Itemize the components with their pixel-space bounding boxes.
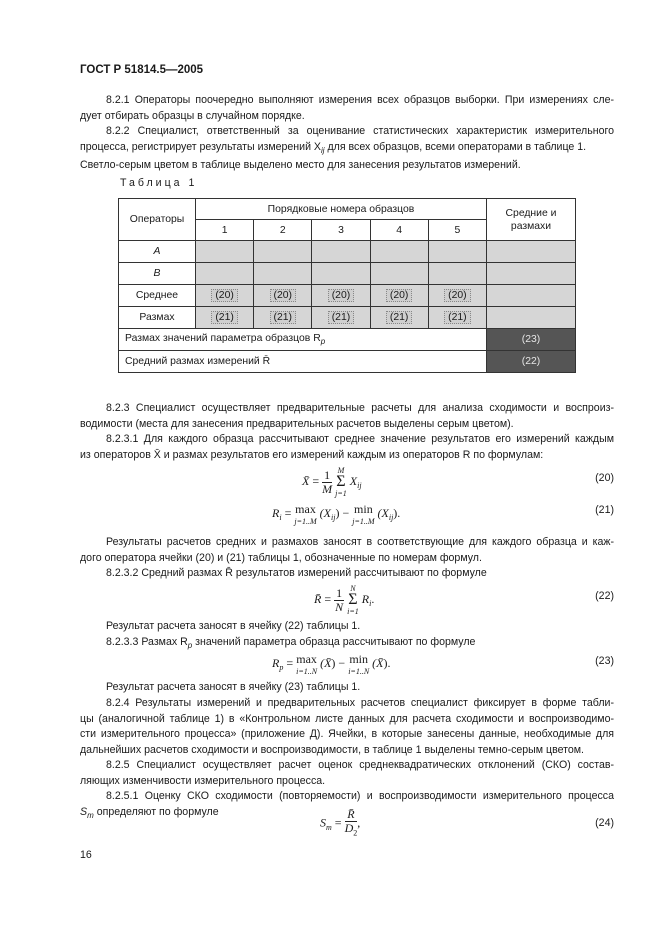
- denominator: [345, 822, 358, 839]
- page-number: 16: [80, 849, 92, 861]
- cell-mark: (20): [386, 289, 412, 302]
- header-means-ranges: Средние и размахи: [487, 199, 576, 241]
- formula-number: (24): [595, 817, 614, 829]
- text-line: 8.2.3.2 Средний размах R̄ результатов измерений рассчитывают по формуле: [106, 567, 487, 579]
- row-label-mean: Среднее: [119, 285, 196, 307]
- table-cell: [312, 263, 370, 285]
- text-span: для всех образцов, всеми операторами в таблице 1.: [324, 140, 587, 153]
- formula-symbol: =: [334, 815, 342, 830]
- formula-symbol: S: [320, 815, 326, 830]
- formula-symbol: (X̄: [372, 655, 384, 670]
- text-span: 8.2.3.3 Размах R: [106, 636, 188, 648]
- subscript: i: [279, 513, 282, 523]
- sample-number: 4: [370, 220, 428, 241]
- operator-name: min: [349, 652, 369, 666]
- numerator: 1: [324, 467, 331, 482]
- paragraph-results: [80, 535, 614, 566]
- text-line: Светло-серым цветом в таблице выделено место для занесения результатов измерений.: [80, 159, 521, 172]
- table-cell: [196, 307, 254, 329]
- paragraph-8-2-4: [80, 696, 614, 758]
- formula-symbol: X: [349, 473, 358, 488]
- sum-operator: [347, 584, 359, 616]
- row-mean-range: Средний размах измерений R̄: [119, 351, 487, 373]
- text-line: 8.2.3 Специалист осуществляет предварительные расчеты для анализа сходимости и воспроиз-: [106, 402, 614, 414]
- formula-symbol: =: [324, 591, 332, 606]
- table-cell: [312, 307, 370, 329]
- table-cell: [370, 241, 428, 263]
- table-cell: [487, 241, 576, 263]
- sum-upper: N: [350, 584, 356, 593]
- text-line: Результат расчета заносят в ячейку (22) таблицы 1.: [106, 620, 361, 632]
- operator-name: max: [296, 652, 317, 666]
- max-operator: [296, 652, 317, 676]
- fraction: [334, 587, 344, 614]
- table-cell: [487, 307, 576, 329]
- dark-cell-22: (22): [487, 351, 576, 373]
- text-line: 8.2.3.1 Для каждого образца рассчитывают среднее значение результатов его измерений каждым: [106, 433, 614, 445]
- dark-cell-23: (23): [487, 329, 576, 351]
- subscript: m: [87, 810, 94, 820]
- formula-symbol: R: [272, 505, 280, 520]
- text-span: значений параметра образца рассчитывают по формуле: [192, 636, 476, 648]
- formula-symbol: R̄: [314, 591, 322, 606]
- table-cell: [254, 263, 312, 285]
- table-cell: [312, 285, 370, 307]
- paragraph-8-2-5: [80, 758, 614, 789]
- sum-lower: i=1: [347, 607, 359, 616]
- text-line: водимости (места для занесения предварительных расчетов выделены серым цветом).: [80, 417, 514, 430]
- subscript: p: [279, 663, 284, 673]
- text-line: дует отбирать образцы в случайном порядке.: [80, 109, 305, 122]
- subscript: p: [187, 641, 193, 651]
- subscript: ij: [357, 481, 362, 491]
- formula-22: R̄ = $\frac{1}{N}$ N Σ i=1 $R_i$.: [314, 584, 375, 616]
- text-line: ляющих изменчивости измерительного процесса.: [80, 774, 326, 787]
- operator-range: i=1..N: [348, 667, 370, 676]
- sample-number: 3: [312, 220, 370, 241]
- text-span: процесса, регистрирует результаты измерений X: [80, 140, 321, 153]
- formula-24: [320, 808, 360, 839]
- text-line: сти измерительного процесса» (приложение Д). Ячейки, в которые занесены данные, необходимые для: [80, 728, 614, 741]
- text-line: 8.2.4 Результаты измерений и предварительных расчетов специалист фиксирует в форме табли-: [106, 697, 614, 709]
- fraction: [344, 807, 361, 839]
- cell-mark: (21): [211, 311, 237, 324]
- max-operator: [294, 502, 316, 526]
- formula-number: (20): [595, 472, 614, 484]
- row-label-a: A: [119, 241, 196, 263]
- formula-symbol: =: [284, 505, 292, 520]
- measurement-table: [118, 198, 576, 373]
- cell-mark: (20): [211, 289, 237, 302]
- text-line: 8.2.1 Операторы поочередно выполняют измерения всех образцов выборки. При измерениях сле-: [106, 94, 614, 106]
- paragraph-result-23: [80, 680, 614, 696]
- cell-mark: (20): [270, 289, 296, 302]
- table-cell: [312, 241, 370, 263]
- sum-lower: j=1: [335, 489, 347, 498]
- paragraph-8-2-3-1: [80, 432, 614, 463]
- table-cell: [370, 307, 428, 329]
- subscript: i: [369, 599, 372, 609]
- paragraph-8-2-2: [80, 124, 614, 174]
- text-span: по формулам:: [470, 448, 544, 461]
- row-param-range: [119, 329, 487, 351]
- formula-symbol: −: [338, 655, 346, 670]
- subscript: ij: [330, 513, 336, 523]
- cell-mark: (21): [444, 311, 470, 324]
- header-operators: Операторы: [119, 199, 196, 241]
- formula-symbol: R: [272, 655, 280, 670]
- table-cell: [487, 285, 576, 307]
- paragraph-8-2-3-3: [80, 635, 614, 654]
- formula-symbol: X̄: [302, 473, 310, 488]
- cell-mark: (21): [328, 311, 354, 324]
- sum-operator: [335, 466, 347, 498]
- text-line: 8.2.5.1 Оценку СКО сходимости (повторяемости) и воспроизводимости измерительного процесса: [106, 790, 614, 802]
- denominator: M: [322, 481, 333, 496]
- numerator: R̄: [345, 808, 358, 822]
- formula-symbol: −: [342, 505, 350, 520]
- text-line: Результат расчета заносят в ячейку (23) таблицы 1.: [106, 681, 361, 693]
- numerator: 1: [336, 585, 343, 600]
- subscript: p: [320, 337, 326, 347]
- text-line: дальнейших расчетов сходимости и воспроизводимости, в таблице 1 выделены темно-серым цветом.: [80, 743, 584, 756]
- sigma-icon: Σ: [336, 473, 346, 490]
- text-line: Результаты расчетов средних и размахов заносят в соответствующие для каждого образца и каж-: [106, 536, 614, 548]
- operator-range: j=1..M: [294, 517, 317, 526]
- table-cell: [428, 263, 486, 285]
- table-cell: [254, 307, 312, 329]
- formula-symbol: =: [286, 655, 294, 670]
- sample-number: 2: [254, 220, 312, 241]
- table-cell: [254, 285, 312, 307]
- subscript: ij: [388, 513, 394, 523]
- formula-20: [302, 466, 362, 498]
- subscript: 2: [353, 828, 358, 838]
- text-line: [80, 635, 614, 654]
- row-label: Размах значений параметра образцов R: [125, 332, 321, 344]
- text-span: определяют по формуле: [93, 805, 219, 818]
- standard-header: ГОСТ Р 51814.5—2005: [80, 64, 204, 76]
- text-line: цы (аналогичной таблице 1) в «Контрольном листе данных для расчета сходимости и воспроизводимо-: [80, 712, 614, 725]
- min-operator: [348, 652, 369, 676]
- denominator: N: [335, 599, 344, 614]
- paragraph-result-22: [80, 619, 614, 635]
- text-line: 8.2.5 Специалист осуществляет расчет оценок среднеквадратических отклонений (СКО) состав-: [106, 759, 614, 771]
- formula-symbol: D: [344, 821, 354, 835]
- header-samples: Порядковые номера образцов: [196, 199, 487, 220]
- formula-21: $R_i$ = max j=1..M $(X_{ij})$ − min j=1..M $(X_{ij})$.: [272, 502, 401, 526]
- subscript: m: [326, 822, 332, 832]
- formula-symbol: =: [312, 473, 320, 488]
- text-line: 8.2.2 Специалист, ответственный за оценивание статистических характеристик измерительного: [106, 125, 614, 137]
- text-span: и размах результатов его измерений каждым из операторов R: [160, 448, 471, 461]
- operator-range: j=1..M: [352, 517, 375, 526]
- table-cell: [370, 285, 428, 307]
- table-cell: [254, 241, 312, 263]
- sample-number: 1: [196, 220, 254, 241]
- paragraph-8-2-3: [80, 401, 614, 432]
- table-cell: [370, 263, 428, 285]
- formula-number: (22): [595, 590, 614, 602]
- min-operator: [352, 502, 374, 526]
- table-cell: [196, 241, 254, 263]
- table-cell: [487, 263, 576, 285]
- row-label-b: B: [119, 263, 196, 285]
- paragraph-8-2-1: [80, 93, 614, 124]
- formula-symbol: R: [361, 591, 370, 606]
- paragraph-8-2-3-2: [80, 566, 614, 582]
- formula-symbol: (X: [377, 505, 389, 520]
- sample-number: 5: [428, 220, 486, 241]
- cell-mark: (20): [444, 289, 470, 302]
- formula-number: (21): [595, 504, 614, 516]
- table-cell: [428, 285, 486, 307]
- formula-23: $R_p$ = max i=1..N (X̄) − min i=1..N (X̄).: [272, 652, 391, 676]
- formula-number: (23): [595, 655, 614, 667]
- operator-range: i=1..N: [296, 667, 318, 676]
- fraction: [322, 469, 332, 496]
- cell-mark: (21): [386, 311, 412, 324]
- formula-symbol: (X̄: [320, 655, 332, 670]
- formula-symbol: S: [80, 805, 88, 818]
- text-span: из операторов X̄: [80, 448, 161, 461]
- sum-upper: M: [337, 466, 345, 475]
- sigma-icon: Σ: [348, 591, 358, 608]
- table-caption: Таблица 1: [120, 177, 198, 189]
- table-cell: [196, 263, 254, 285]
- row-label-range: Размах: [119, 307, 196, 329]
- table-cell: [428, 241, 486, 263]
- formula-symbol: ,: [357, 815, 361, 830]
- text-line: [80, 140, 614, 159]
- table-cell: [428, 307, 486, 329]
- operator-name: min: [354, 502, 373, 516]
- text-line: дого оператора ячейки (20) и (21) таблицы 1, обозначенные по номерам формул.: [80, 551, 482, 564]
- cell-mark: (21): [270, 311, 296, 324]
- formula-symbol: (X: [319, 505, 331, 520]
- operator-name: max: [295, 502, 316, 516]
- text-line: [80, 448, 614, 464]
- cell-mark: (20): [328, 289, 354, 302]
- table-cell: [196, 285, 254, 307]
- subscript: ij: [321, 145, 325, 155]
